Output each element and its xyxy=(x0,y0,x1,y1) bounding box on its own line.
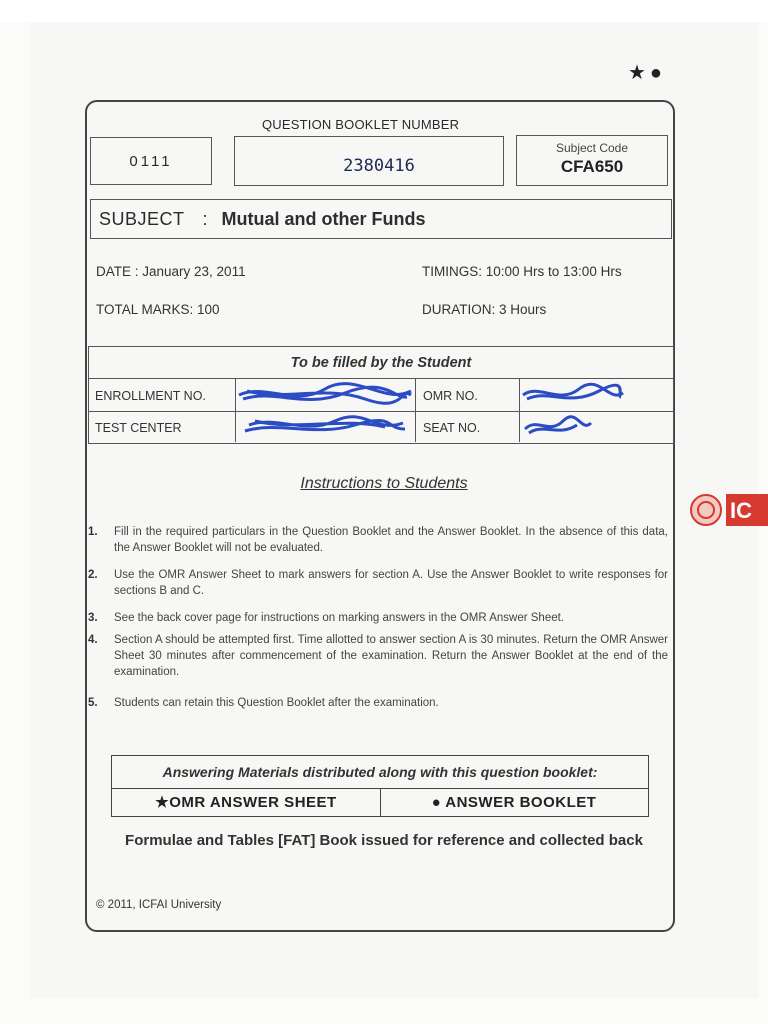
instruction-number: 4. xyxy=(88,634,98,646)
instruction-text: Fill in the required particulars in the Question Booklet and the Answer Booklet. In the absence of this data, the Answer Booklet will not be evaluated. xyxy=(114,526,668,554)
instruction-item xyxy=(88,695,668,711)
student-details-table xyxy=(88,346,674,444)
answering-materials-row xyxy=(112,788,648,817)
answering-materials-title: Answering Materials distributed along with this question booklet: xyxy=(162,764,598,780)
corner-mark: ★● xyxy=(628,62,667,84)
paper-code-box xyxy=(90,137,212,185)
exam-timings: TIMINGS: 10:00 Hrs to 13:00 Hrs xyxy=(422,264,622,279)
answer-booklet-label: ● ANSWER BOOKLET xyxy=(431,794,597,811)
copyright-notice: © 2011, ICFAI University xyxy=(96,899,222,911)
student-table-title: To be filled by the Student xyxy=(89,347,673,379)
subject-name: Mutual and other Funds xyxy=(221,208,426,229)
exam-duration: DURATION: 3 Hours xyxy=(422,302,547,317)
subject-box xyxy=(90,199,672,239)
instruction-item xyxy=(88,632,668,680)
instruction-item xyxy=(88,524,668,556)
subject-label: SUBJECT xyxy=(99,208,185,229)
booklet-number-title: QUESTION BOOKLET NUMBER xyxy=(262,117,460,132)
logo-seal xyxy=(691,495,721,525)
enrollment-redaction-scribble xyxy=(235,379,415,411)
fat-book-note: Formulae and Tables [FAT] Book issued for reference and collected back xyxy=(125,832,643,849)
instruction-item xyxy=(88,610,668,626)
instructions-title: Instructions to Students xyxy=(300,475,468,492)
test-center-redaction-scribble xyxy=(235,411,415,443)
instruction-text: See the back cover page for instructions on marking answers in the OMR Answer Sheet. xyxy=(114,612,564,624)
omr-answer-sheet-label: ★OMR ANSWER SHEET xyxy=(155,794,337,811)
instruction-number: 3. xyxy=(88,612,98,624)
answering-materials-box xyxy=(111,755,649,817)
subject-code-box xyxy=(516,135,668,186)
instruction-text: Use the OMR Answer Sheet to mark answers for section A. Use the Answer Booklet to write responses for sections B and C. xyxy=(114,569,668,597)
enrollment-label: ENROLLMENT NO. xyxy=(95,389,206,403)
instruction-number: 1. xyxy=(88,526,98,538)
seat-number-label: SEAT NO. xyxy=(423,421,481,435)
logo-text: IC xyxy=(730,498,752,523)
instruction-number: 2. xyxy=(88,569,98,581)
booklet-number-box xyxy=(234,136,504,186)
total-marks: TOTAL MARKS: 100 xyxy=(96,302,220,317)
icfai-logo xyxy=(688,490,768,530)
instruction-text: Students can retain this Question Booklet after the examination. xyxy=(114,697,439,709)
subject-separator: : xyxy=(202,208,208,229)
instruction-item xyxy=(88,567,668,599)
omr-redaction-scribble xyxy=(519,379,629,411)
exam-date: DATE : January 23, 2011 xyxy=(96,264,246,279)
seat-redaction-scribble xyxy=(519,411,599,443)
scan-top-band xyxy=(0,0,768,22)
table-col-divider xyxy=(415,379,416,442)
subject-code-label: Subject Code xyxy=(555,141,629,155)
paper-code: 0111 xyxy=(129,152,173,170)
booklet-number: 2380416 xyxy=(343,156,415,176)
instruction-text: Section A should be attempted first. Time allotted to answer section A is 30 minutes. Return the OMR Answer Sheet 30 minutes after commencement of the examination. Return the Answer Booklet at the end of the examination. xyxy=(114,634,668,678)
omr-number-label: OMR NO. xyxy=(423,389,478,403)
subject-code: CFA650 xyxy=(560,157,624,176)
instruction-number: 5. xyxy=(88,697,98,709)
test-center-label: TEST CENTER xyxy=(95,421,182,435)
